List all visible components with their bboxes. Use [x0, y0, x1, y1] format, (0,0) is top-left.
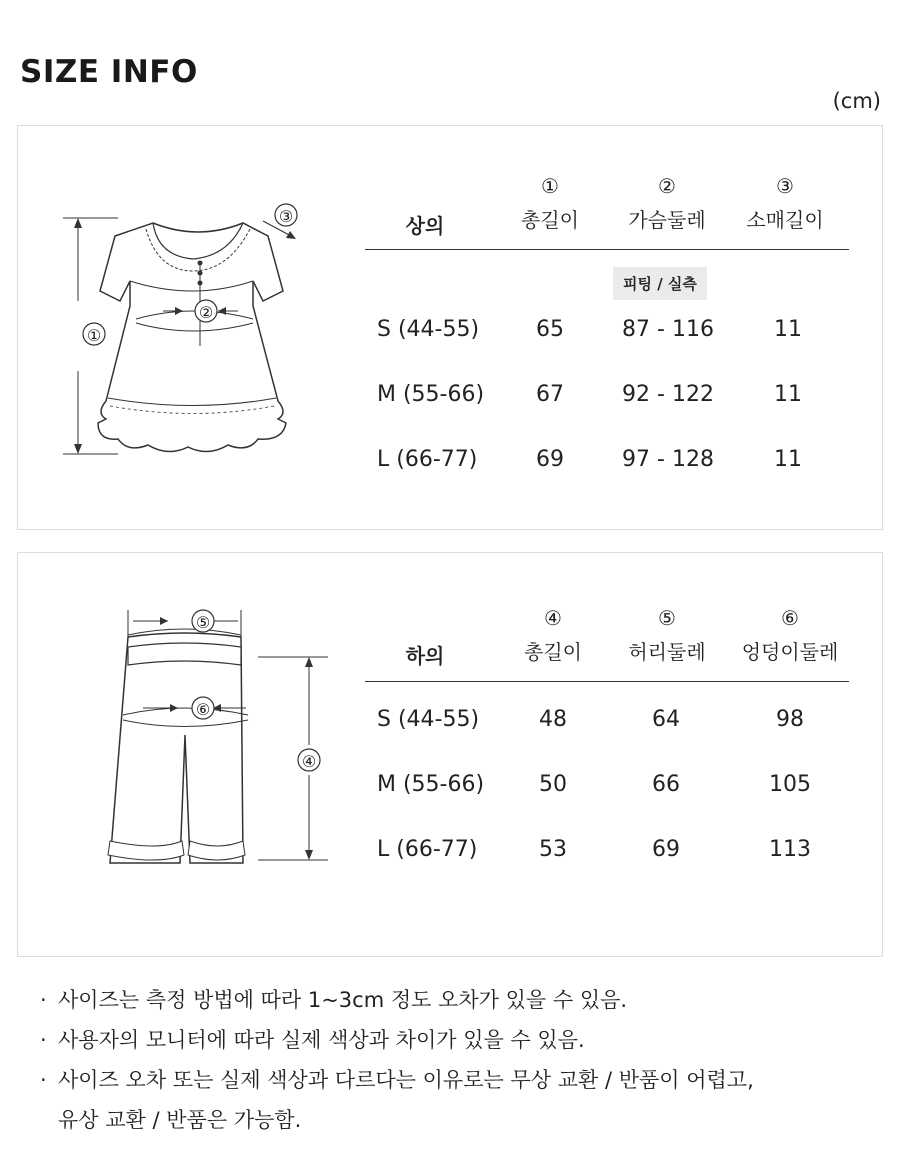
value-cell: 87 - 116: [622, 317, 714, 342]
value-cell: 53: [539, 837, 567, 862]
value-cell: 50: [539, 772, 567, 797]
value-cell: 48: [539, 707, 567, 732]
value-cell: 105: [769, 772, 811, 797]
value-cell: 66: [652, 772, 680, 797]
bullet: ·: [40, 1068, 47, 1092]
table-row: [365, 700, 849, 740]
marker-4: ④: [301, 752, 317, 771]
column-header: [493, 606, 613, 665]
marker-3: ③: [278, 207, 294, 226]
size-label: S (44-55): [377, 317, 480, 342]
section-label: 하의: [405, 644, 445, 668]
header-rule: [365, 249, 849, 250]
column-label: 허리둘레: [628, 640, 706, 664]
column-label: 소매길이: [746, 208, 824, 232]
table-row: [365, 765, 849, 805]
marker-6: ⑥: [195, 700, 211, 719]
column-header: [730, 606, 850, 665]
size-label: L (66-77): [377, 837, 478, 862]
top-size-table: [365, 174, 849, 514]
value-cell: 11: [774, 447, 802, 472]
unit-label: (cm): [832, 89, 881, 113]
section-label: 상의: [405, 214, 445, 238]
marker-1: ①: [86, 326, 102, 345]
size-label: L (66-77): [377, 447, 478, 472]
column-label: 총길이: [524, 640, 582, 664]
fitting-tag: 피팅 / 실측: [613, 267, 707, 300]
table-header: [365, 174, 849, 264]
table-row: [365, 375, 849, 415]
column-number: ②: [658, 174, 676, 198]
column-header: [725, 174, 845, 233]
table-row: [365, 440, 849, 480]
column-number: ③: [776, 174, 794, 198]
column-number: ⑤: [658, 606, 676, 630]
list-item: [40, 980, 880, 1020]
value-cell: 64: [652, 707, 680, 732]
value-cell: 69: [536, 447, 564, 472]
column-header: [607, 174, 727, 233]
column-header: [607, 606, 727, 665]
column-label: 가슴둘레: [628, 208, 706, 232]
note-text: 사이즈는 측정 방법에 따라 1~3cm 정도 오차가 있을 수 있음.: [58, 988, 628, 1012]
table-row: [365, 310, 849, 350]
value-cell: 113: [769, 837, 811, 862]
note-continuation: 유상 교환 / 반품은 가능함.: [58, 1108, 302, 1132]
column-number: ④: [544, 606, 562, 630]
column-number: ①: [541, 174, 559, 198]
column-header: [490, 174, 610, 233]
value-cell: 67: [536, 382, 564, 407]
notes-list: [40, 980, 880, 1140]
size-label: M (55-66): [377, 772, 485, 797]
column-label: 엉덩이둘레: [741, 640, 839, 664]
table-row: [365, 830, 849, 870]
bullet: ·: [40, 988, 47, 1012]
page-title: SIZE INFO: [20, 54, 198, 90]
pants-illustration: [98, 605, 328, 865]
marker-2: ②: [198, 303, 214, 322]
bottom-size-table: [365, 606, 849, 946]
table-header: [365, 606, 849, 696]
column-label: 총길이: [521, 208, 579, 232]
value-cell: 97 - 128: [622, 447, 714, 472]
size-label: S (44-55): [377, 707, 480, 732]
top-size-panel: [17, 125, 883, 530]
value-cell: 92 - 122: [622, 382, 714, 407]
value-cell: 11: [774, 317, 802, 342]
note-text: 사용자의 모니터에 따라 실제 색상과 차이가 있을 수 있음.: [58, 1028, 585, 1052]
marker-5: ⑤: [195, 613, 211, 632]
value-cell: 69: [652, 837, 680, 862]
value-cell: 11: [774, 382, 802, 407]
size-label: M (55-66): [377, 382, 485, 407]
bottom-size-panel: [17, 552, 883, 957]
list-item: [40, 1020, 880, 1060]
value-cell: 98: [776, 707, 804, 732]
header-rule: [365, 681, 849, 682]
top-garment-illustration: [58, 201, 308, 461]
note-text: 사이즈 오차 또는 실제 색상과 다르다는 이유로는 무상 교환 / 반품이 어렵고,: [58, 1068, 754, 1092]
value-cell: 65: [536, 317, 564, 342]
list-item: [40, 1060, 880, 1100]
bullet: ·: [40, 1028, 47, 1052]
column-number: ⑥: [781, 606, 799, 630]
